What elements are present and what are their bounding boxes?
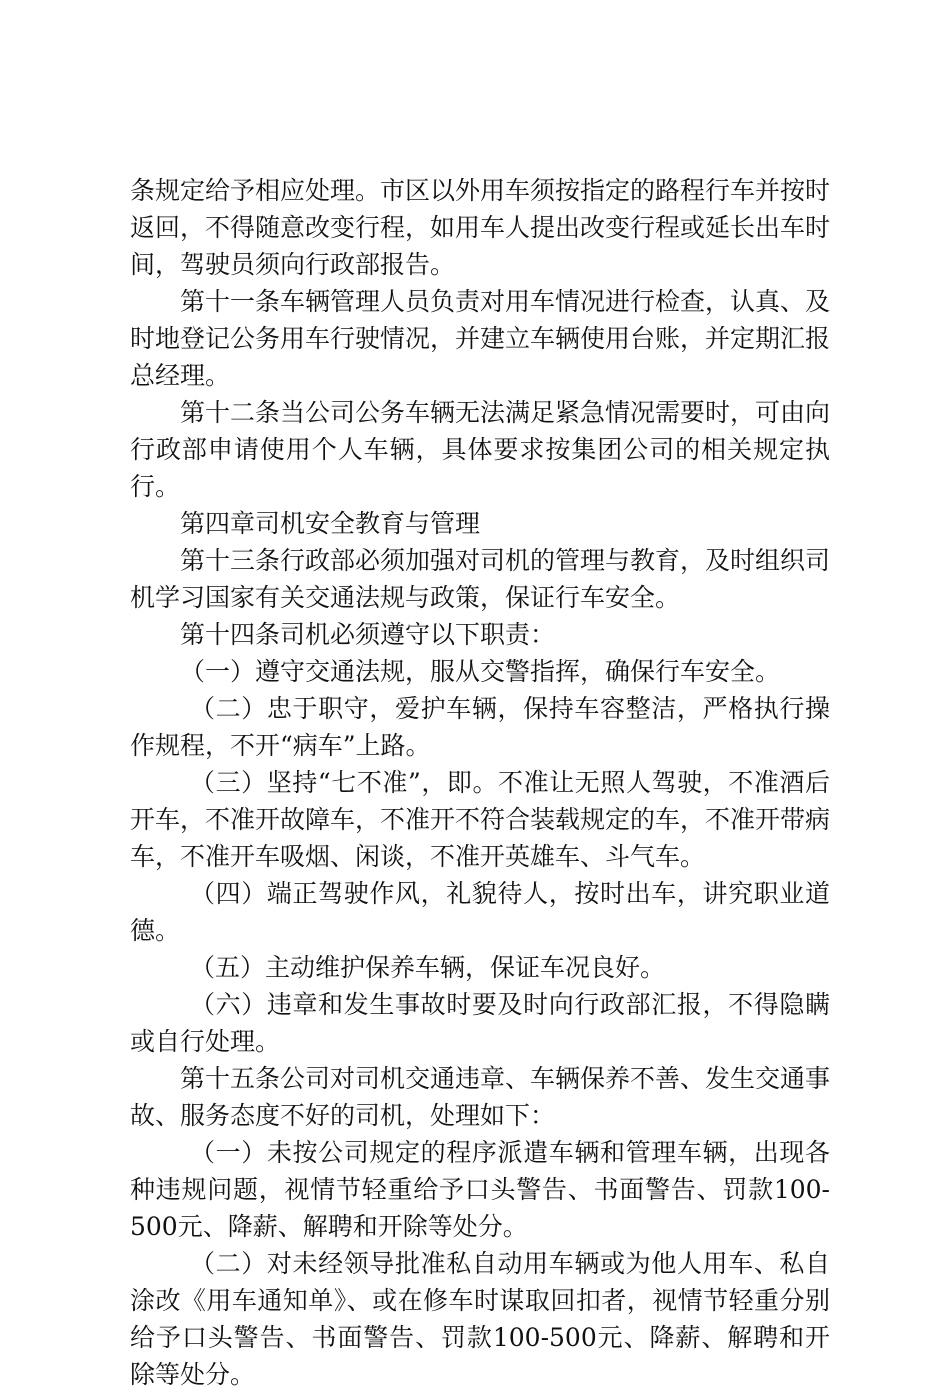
paragraph-continuation: 条规定给予相应处理。市区以外用车须按指定的路程行车并按时返回，不得随意改变行程，如用车人提出改变行程或延长出车时间，驾驶员须向行政部报告。 bbox=[130, 176, 831, 279]
article-12: 第十二条当公司公务车辆无法满足紧急情况需要时，可由向行政部申请使用个人车辆，具体要求按集团公司的相关规定执行。 bbox=[130, 398, 831, 501]
article-15-item-1: （一）未按公司规定的程序派遣车辆和管理车辆，出现各种违规问题，视情节轻重给予口头警告、书面警告、罚款100-500元、降薪、解聘和开除等处分。 bbox=[130, 1138, 830, 1241]
document-body bbox=[130, 172, 830, 1393]
chapter-4-heading: 第四章司机安全教育与管理 bbox=[180, 509, 481, 538]
article-14-item-6: （六）违章和发生事故时要及时向行政部汇报，不得隐瞒或自行处理。 bbox=[130, 990, 830, 1056]
article-14-item-2: （二）忠于职守，爱护车辆，保持车容整洁，严格执行操作规程，不开“病车”上路。 bbox=[130, 694, 830, 760]
article-11: 第十一条车辆管理人员负责对用车情况进行检查，认真、及时地登记公务用车行驶情况，并建立车辆使用台账，并定期汇报总经理。 bbox=[130, 287, 831, 390]
article-14-item-5: （五）主动维护保养车辆，保证车况良好。 bbox=[190, 953, 666, 982]
article-14-item-1: （一）遵守交通法规，服从交警指挥，确保行车安全。 bbox=[180, 657, 781, 686]
article-15: 第十五条公司对司机交通违章、车辆保养不善、发生交通事故、服务态度不好的司机，处理如下： bbox=[130, 1064, 831, 1130]
article-14: 第十四条司机必须遵守以下职责： bbox=[180, 620, 556, 649]
article-13: 第十三条行政部必须加强对司机的管理与教育，及时组织司机学习国家有关交通法规与政策，保证行车安全。 bbox=[130, 546, 831, 612]
article-14-item-3: （三）坚持“七不准”，即。不准让无照人驾驶，不准酒后开车，不准开故障车，不准开不符合装载规定的车，不准开带病车，不准开车吸烟、闲谈，不准开英雄车、斗气车。 bbox=[130, 768, 831, 871]
article-15-item-2: （二）对未经领导批准私自动用车辆或为他人用车、私自涂改《用车通知单》、或在修车时谋取回扣者，视情节轻重分别给予口头警告、书面警告、罚款100-500元、降薪、解聘和开除等处分。 bbox=[130, 1249, 830, 1389]
article-14-item-4: （四）端正驾驶作风，礼貌待人，按时出车，讲究职业道德。 bbox=[130, 879, 830, 945]
